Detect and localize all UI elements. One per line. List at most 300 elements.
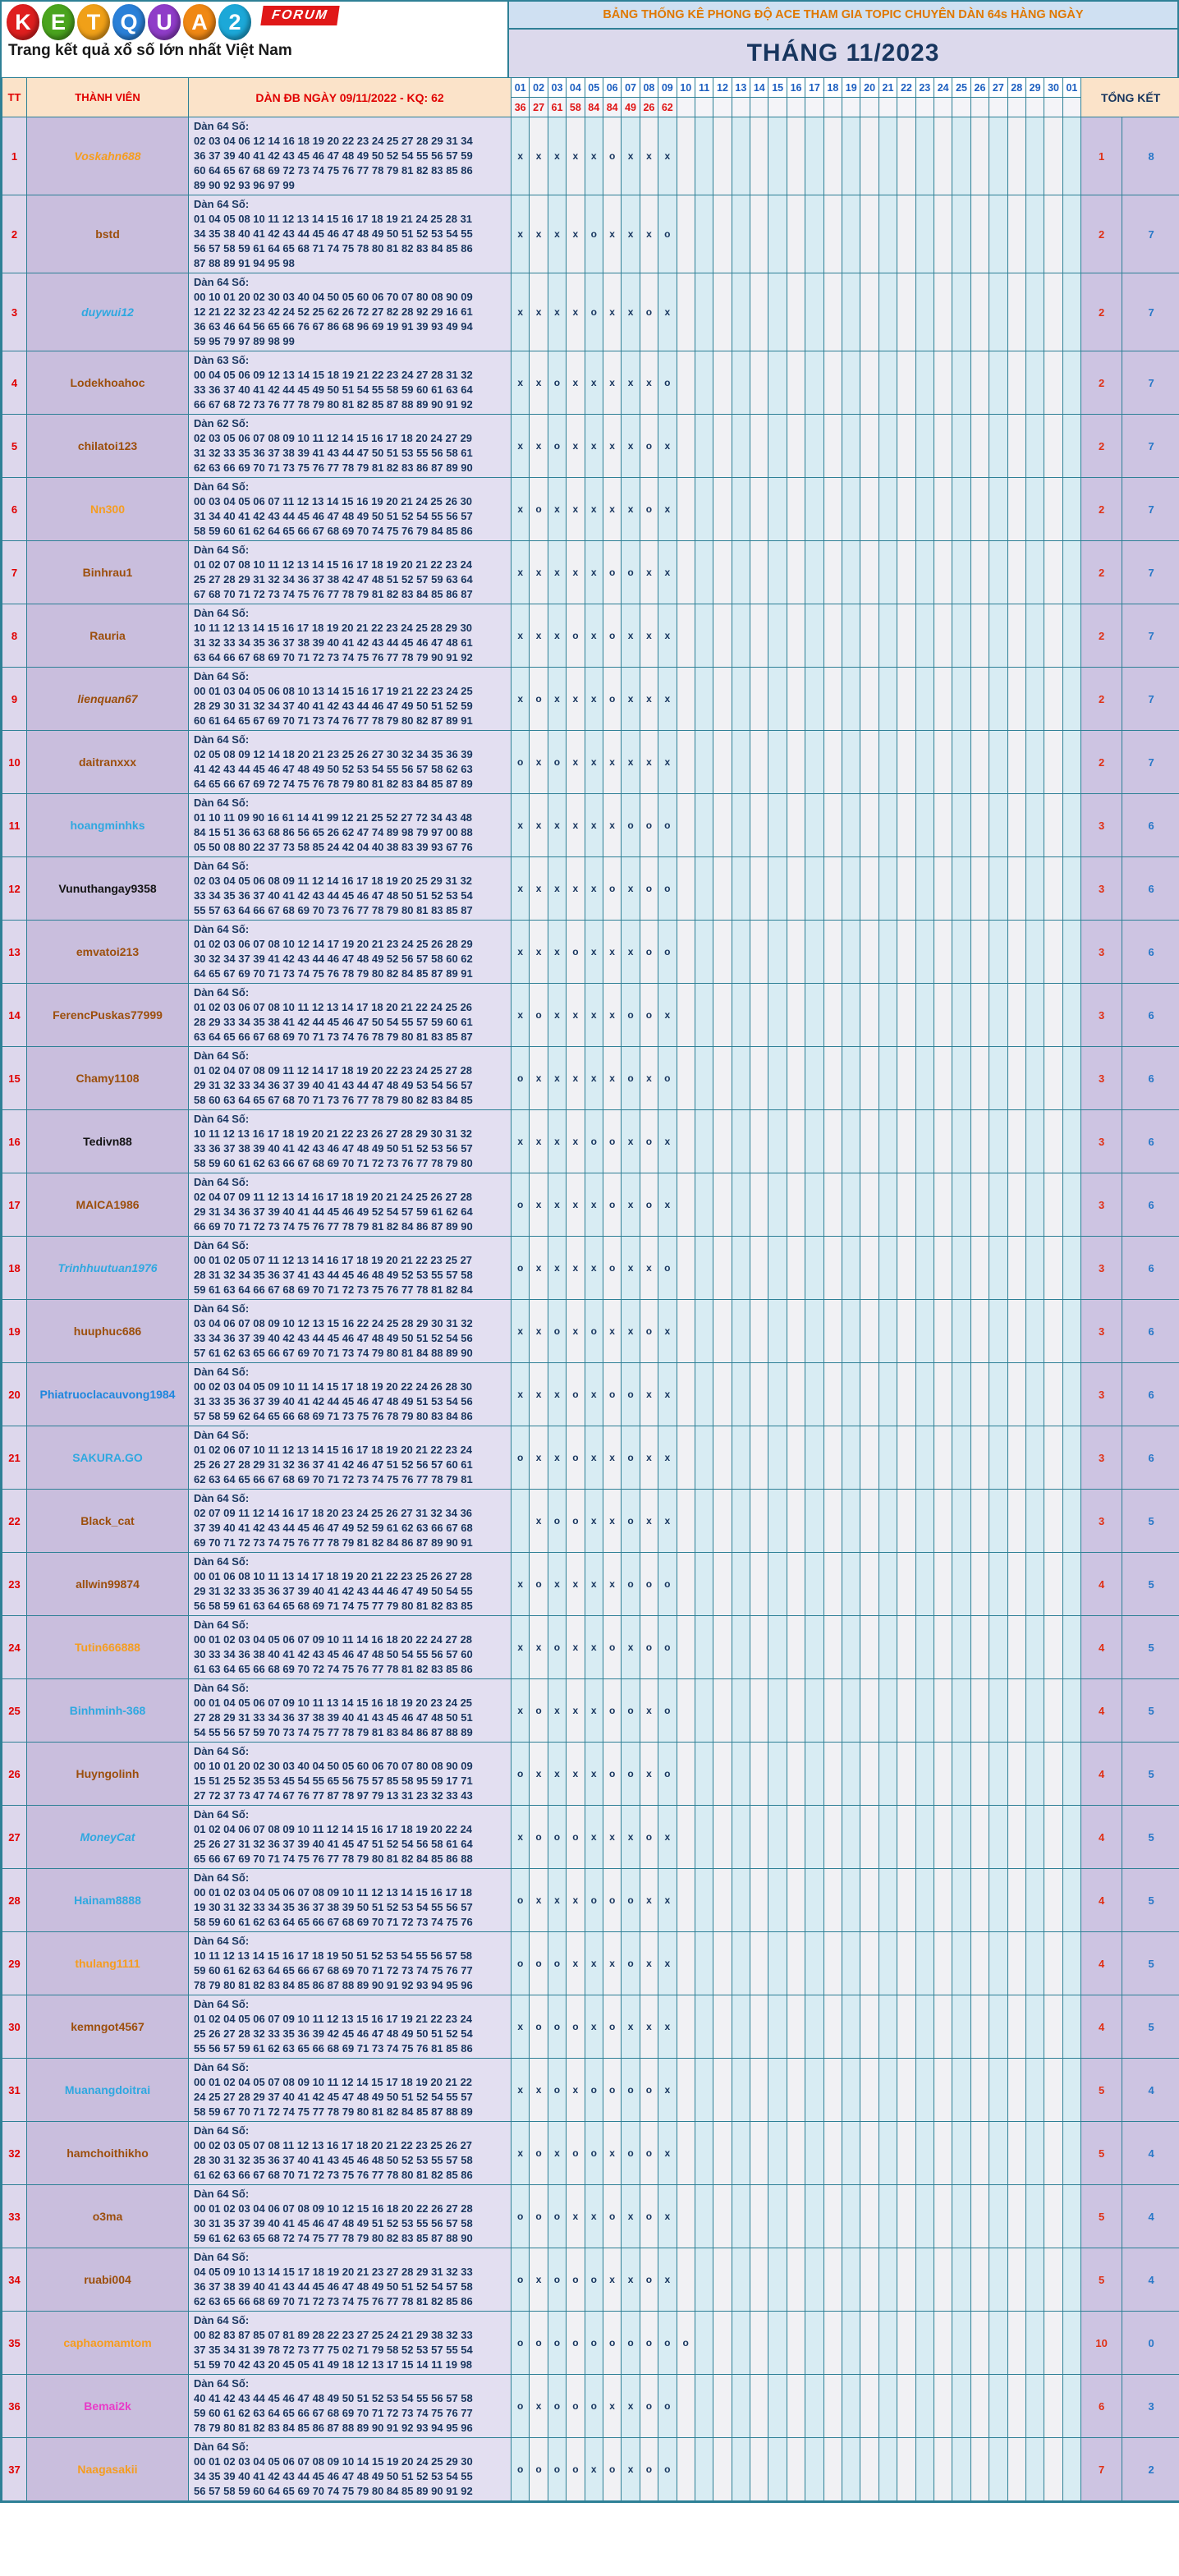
mark-cell-day-15 <box>768 1932 787 1995</box>
mark-cell-day-8: o <box>640 1806 658 1869</box>
member-name[interactable]: Chamy1108 <box>27 1047 189 1110</box>
mark-cell-day-25 <box>952 1237 970 1300</box>
dan-line: 00 10 01 20 02 30 03 40 04 50 05 60 06 70 07 80 08 90 09 <box>194 291 473 303</box>
member-name[interactable]: allwin99874 <box>27 1553 189 1616</box>
row-number: 3 <box>2 273 27 351</box>
mark-cell-day-16 <box>787 415 805 478</box>
mark-cell-day-7: x <box>622 2185 640 2248</box>
mark-cell-day-18 <box>823 1743 842 1806</box>
member-name[interactable]: Binhminh-368 <box>27 1679 189 1743</box>
mark-cell-day-4: o <box>567 921 585 984</box>
mark-cell-day-7: x <box>622 668 640 731</box>
kq-result-day-6: 84 <box>603 98 621 117</box>
mark-cell-day-4: x <box>567 1869 585 1932</box>
mark-cell-day-14 <box>750 2312 768 2375</box>
total-hit: 6 <box>1122 1047 1179 1110</box>
row-number: 22 <box>2 1490 27 1553</box>
mark-cell-day-25 <box>952 117 970 195</box>
mark-cell-day-31 <box>1062 1047 1080 1110</box>
mark-cell-day-20 <box>860 794 879 857</box>
total-miss: 4 <box>1081 1806 1122 1869</box>
mark-cell-day-20 <box>860 2438 879 2501</box>
mark-cell-day-5: x <box>585 1363 603 1426</box>
brand-letter: A <box>183 4 216 40</box>
mark-cell-day-1: o <box>512 1426 530 1490</box>
mark-cell-day-7: o <box>622 1490 640 1553</box>
total-hit: 6 <box>1122 1363 1179 1426</box>
mark-cell-day-17 <box>805 415 823 478</box>
mark-cell-day-15 <box>768 2438 787 2501</box>
member-name[interactable]: huuphuc686 <box>27 1300 189 1363</box>
mark-cell-day-22 <box>897 1300 915 1363</box>
mark-cell-day-9: x <box>658 1932 677 1995</box>
mark-cell-day-28 <box>1007 1553 1025 1616</box>
member-name[interactable]: Rauria <box>27 604 189 668</box>
mark-cell-day-28 <box>1007 1869 1025 1932</box>
member-name[interactable]: duywui12 <box>27 273 189 351</box>
mark-cell-day-18 <box>823 2122 842 2185</box>
mark-cell-day-6: x <box>603 351 621 415</box>
mark-cell-day-2: x <box>530 541 548 604</box>
mark-cell-day-10 <box>677 273 695 351</box>
dan-line: 62 63 65 66 68 69 70 71 72 73 74 75 76 77 78 81 82 85 86 <box>194 2295 473 2307</box>
mark-cell-day-29 <box>1025 1743 1044 1806</box>
member-row <box>2 1553 1179 1616</box>
mark-cell-day-28 <box>1007 1679 1025 1743</box>
mark-cell-day-21 <box>879 731 897 794</box>
dan-line: 27 72 37 73 47 74 67 76 77 87 78 97 79 13 31 23 32 33 43 <box>194 1789 473 1802</box>
mark-cell-day-8: x <box>640 1363 658 1426</box>
mark-cell-day-30 <box>1044 1743 1062 1806</box>
mark-cell-day-10 <box>677 541 695 604</box>
mark-cell-day-1: x <box>512 604 530 668</box>
dan-line: 33 36 37 40 41 42 44 45 49 50 51 54 55 58 59 60 61 63 64 <box>194 383 473 396</box>
member-name[interactable]: Bemai2k <box>27 2375 189 2438</box>
member-name[interactable]: Hainam8888 <box>27 1869 189 1932</box>
mark-cell-day-9: o <box>658 351 677 415</box>
mark-cell-day-26 <box>970 1995 989 2059</box>
mark-cell-day-2: x <box>530 604 548 668</box>
member-name[interactable]: caphaomamtom <box>27 2312 189 2375</box>
total-miss: 7 <box>1081 2438 1122 2501</box>
mark-cell-day-19 <box>842 351 860 415</box>
row-number: 7 <box>2 541 27 604</box>
dan-label: Dàn 64 Số: <box>194 1935 250 1947</box>
member-name[interactable]: thulang1111 <box>27 1932 189 1995</box>
mark-cell-day-30 <box>1044 1110 1062 1173</box>
mark-cell-day-8: o <box>640 478 658 541</box>
dan-line: 54 55 56 57 59 70 73 74 75 77 78 79 81 83 84 86 87 88 89 <box>194 1726 473 1738</box>
mark-cell-day-4: x <box>567 351 585 415</box>
mark-cell-day-15 <box>768 1869 787 1932</box>
mark-cell-day-7: o <box>622 2059 640 2122</box>
mark-cell-day-17 <box>805 1173 823 1237</box>
mark-cell-day-6: o <box>603 668 621 731</box>
member-name[interactable]: Phiatruoclacauvong1984 <box>27 1363 189 1426</box>
dan-line: 34 35 38 40 41 42 43 44 45 46 47 48 49 50 51 52 53 54 55 <box>194 227 473 240</box>
member-name[interactable]: MoneyCat <box>27 1806 189 1869</box>
mark-cell-day-8: x <box>640 1869 658 1932</box>
total-hit: 4 <box>1122 2122 1179 2185</box>
mark-cell-day-23 <box>915 1995 934 2059</box>
mark-cell-day-7: x <box>622 1110 640 1173</box>
mark-cell-day-3: x <box>548 1869 566 1932</box>
mark-cell-day-2: x <box>530 1869 548 1932</box>
mark-cell-day-9: o <box>658 1743 677 1806</box>
member-row <box>2 1616 1179 1679</box>
mark-cell-day-16 <box>787 2312 805 2375</box>
mark-cell-day-14 <box>750 351 768 415</box>
total-hit: 4 <box>1122 2185 1179 2248</box>
mark-cell-day-29 <box>1025 273 1044 351</box>
mark-cell-day-24 <box>934 731 952 794</box>
member-name[interactable]: Voskahn688 <box>27 117 189 195</box>
total-miss: 3 <box>1081 1110 1122 1173</box>
mark-cell-day-17 <box>805 1932 823 1995</box>
total-miss: 3 <box>1081 1490 1122 1553</box>
mark-cell-day-11 <box>695 2375 713 2438</box>
mark-cell-day-24 <box>934 2122 952 2185</box>
member-name[interactable]: FerencPuskas77999 <box>27 984 189 1047</box>
mark-cell-day-17 <box>805 273 823 351</box>
member-name[interactable]: Vunuthangay9358 <box>27 857 189 921</box>
mark-cell-day-15 <box>768 2122 787 2185</box>
member-name[interactable]: MAICA1986 <box>27 1173 189 1237</box>
mark-cell-day-17 <box>805 668 823 731</box>
kq-result-day-10 <box>677 98 695 117</box>
total-miss: 3 <box>1081 1363 1122 1426</box>
mark-cell-day-1: x <box>512 984 530 1047</box>
mark-cell-day-31 <box>1062 668 1080 731</box>
member-name[interactable]: emvatoi213 <box>27 921 189 984</box>
mark-cell-day-17 <box>805 731 823 794</box>
mark-cell-day-27 <box>989 2122 1007 2185</box>
mark-cell-day-27 <box>989 1932 1007 1995</box>
mark-cell-day-28 <box>1007 1995 1025 2059</box>
dan-line: 89 90 92 93 96 97 99 <box>194 179 295 191</box>
mark-cell-day-25 <box>952 604 970 668</box>
mark-cell-day-6: o <box>603 1869 621 1932</box>
mark-cell-day-14 <box>750 1110 768 1173</box>
mark-cell-day-25 <box>952 2438 970 2501</box>
member-name[interactable]: hamchoithikho <box>27 2122 189 2185</box>
member-name[interactable]: Trinhhuutuan1976 <box>27 1237 189 1300</box>
mark-cell-day-8: x <box>640 1047 658 1110</box>
mark-cell-day-12 <box>713 351 732 415</box>
dan-line: 24 25 27 28 29 37 40 41 42 45 47 48 49 50 51 52 54 55 57 <box>194 2091 473 2103</box>
mark-cell-day-22 <box>897 1995 915 2059</box>
mark-cell-day-13 <box>732 1237 750 1300</box>
member-row <box>2 1363 1179 1426</box>
dan-line: 64 65 66 67 69 72 74 75 76 78 79 80 81 82 83 84 85 87 89 <box>194 778 473 790</box>
mark-cell-day-30 <box>1044 2438 1062 2501</box>
mark-cell-day-15 <box>768 2185 787 2248</box>
mark-cell-day-9: x <box>658 2059 677 2122</box>
mark-cell-day-8: x <box>640 1237 658 1300</box>
row-number: 12 <box>2 857 27 921</box>
mark-cell-day-29 <box>1025 195 1044 273</box>
mark-cell-day-7: o <box>622 1932 640 1995</box>
dan-line: 04 05 09 10 13 14 15 17 18 19 20 21 23 27 28 29 31 32 33 <box>194 2266 473 2278</box>
mark-cell-day-13 <box>732 1932 750 1995</box>
mark-cell-day-19 <box>842 195 860 273</box>
mark-cell-day-15 <box>768 2375 787 2438</box>
mark-cell-day-26 <box>970 1047 989 1110</box>
mark-cell-day-15 <box>768 794 787 857</box>
mark-cell-day-5: x <box>585 1237 603 1300</box>
mark-cell-day-27 <box>989 1363 1007 1426</box>
dan-line: 02 03 04 05 06 08 09 11 12 14 16 17 18 19 20 25 29 31 32 <box>194 875 473 887</box>
member-name[interactable]: lienquan67 <box>27 668 189 731</box>
mark-cell-day-5: x <box>585 478 603 541</box>
dan-line: 02 05 08 09 12 14 18 20 21 23 25 26 27 30 32 34 35 36 39 <box>194 748 473 760</box>
mark-cell-day-28 <box>1007 1743 1025 1806</box>
mark-cell-day-22 <box>897 351 915 415</box>
member-row <box>2 273 1179 351</box>
mark-cell-day-12 <box>713 1363 732 1426</box>
dan-line: 31 34 40 41 42 43 44 45 46 47 48 49 50 51 52 54 55 56 57 <box>194 510 473 522</box>
total-miss: 5 <box>1081 2059 1122 2122</box>
mark-cell-day-23 <box>915 1363 934 1426</box>
mark-cell-day-7: x <box>622 731 640 794</box>
mark-cell-day-13 <box>732 541 750 604</box>
dan-numbers-cell <box>189 351 512 415</box>
mark-cell-day-4: x <box>567 1047 585 1110</box>
mark-cell-day-22 <box>897 1110 915 1173</box>
member-name[interactable]: Tutin666888 <box>27 1616 189 1679</box>
member-row <box>2 984 1179 1047</box>
mark-cell-day-15 <box>768 2059 787 2122</box>
mark-cell-day-14 <box>750 921 768 984</box>
header-row-days <box>2 78 1179 98</box>
mark-cell-day-11 <box>695 1616 713 1679</box>
row-number: 36 <box>2 2375 27 2438</box>
dan-label: Dàn 64 Số: <box>194 1113 250 1125</box>
mark-cell-day-27 <box>989 1047 1007 1110</box>
dan-label: Dàn 64 Số: <box>194 2061 250 2073</box>
mark-cell-day-11 <box>695 1743 713 1806</box>
mark-cell-day-5: x <box>585 1806 603 1869</box>
mark-cell-day-9: x <box>658 1426 677 1490</box>
member-row <box>2 668 1179 731</box>
mark-cell-day-4: x <box>567 1616 585 1679</box>
mark-cell-day-26 <box>970 1237 989 1300</box>
mark-cell-day-17 <box>805 1300 823 1363</box>
mark-cell-day-2: o <box>530 984 548 1047</box>
mark-cell-day-20 <box>860 1679 879 1743</box>
mark-cell-day-17 <box>805 857 823 921</box>
dan-line: 00 82 83 87 85 07 81 89 28 22 23 27 25 24 21 29 38 32 33 <box>194 2329 473 2341</box>
member-name[interactable]: Naagasakii <box>27 2438 189 2501</box>
mark-cell-day-27 <box>989 195 1007 273</box>
mark-cell-day-5: o <box>585 2059 603 2122</box>
mark-cell-day-20 <box>860 857 879 921</box>
mark-cell-day-1: o <box>512 731 530 794</box>
mark-cell-day-6: x <box>603 1047 621 1110</box>
mark-cell-day-17 <box>805 195 823 273</box>
mark-cell-day-17 <box>805 1426 823 1490</box>
dan-label: Dàn 64 Số: <box>194 797 250 809</box>
mark-cell-day-15 <box>768 1110 787 1173</box>
mark-cell-day-14 <box>750 731 768 794</box>
member-name[interactable]: kemngot4567 <box>27 1995 189 2059</box>
mark-cell-day-28 <box>1007 1490 1025 1553</box>
member-name[interactable]: ruabi004 <box>27 2248 189 2312</box>
mark-cell-day-15 <box>768 117 787 195</box>
row-number: 6 <box>2 478 27 541</box>
mark-cell-day-10 <box>677 794 695 857</box>
mark-cell-day-27 <box>989 1869 1007 1932</box>
mark-cell-day-6: o <box>603 1616 621 1679</box>
mark-cell-day-26 <box>970 2059 989 2122</box>
mark-cell-day-14 <box>750 273 768 351</box>
mark-cell-day-31 <box>1062 1616 1080 1679</box>
mark-cell-day-7: x <box>622 2375 640 2438</box>
member-name[interactable]: Black_cat <box>27 1490 189 1553</box>
mark-cell-day-28 <box>1007 1806 1025 1869</box>
mark-cell-day-29 <box>1025 1490 1044 1553</box>
total-miss: 2 <box>1081 195 1122 273</box>
member-row <box>2 1490 1179 1553</box>
mark-cell-day-19 <box>842 984 860 1047</box>
mark-cell-day-18 <box>823 1806 842 1869</box>
dan-line: 59 61 62 63 65 68 72 74 75 77 78 79 80 82 83 85 87 88 90 <box>194 2232 473 2244</box>
member-row <box>2 541 1179 604</box>
mark-cell-day-21 <box>879 857 897 921</box>
member-name[interactable]: chilatoi123 <box>27 415 189 478</box>
mark-cell-day-5: x <box>585 1679 603 1743</box>
dan-label: Dàn 64 Số: <box>194 2377 250 2390</box>
mark-cell-day-29 <box>1025 2375 1044 2438</box>
mark-cell-day-12 <box>713 1553 732 1616</box>
mark-cell-day-28 <box>1007 2438 1025 2501</box>
mark-cell-day-15 <box>768 1426 787 1490</box>
mark-cell-day-10 <box>677 1869 695 1932</box>
member-name[interactable]: hoangminhks <box>27 794 189 857</box>
mark-cell-day-12 <box>713 478 732 541</box>
member-name[interactable]: Tedivn88 <box>27 1110 189 1173</box>
mark-cell-day-10 <box>677 1173 695 1237</box>
total-miss: 4 <box>1081 1553 1122 1616</box>
mark-cell-day-6: x <box>603 1932 621 1995</box>
day-header-07-6: 07 <box>622 78 640 98</box>
mark-cell-day-7: x <box>622 273 640 351</box>
total-miss: 2 <box>1081 731 1122 794</box>
mark-cell-day-21 <box>879 541 897 604</box>
mark-cell-day-26 <box>970 1426 989 1490</box>
mark-cell-day-20 <box>860 1932 879 1995</box>
mark-cell-day-30 <box>1044 1173 1062 1237</box>
mark-cell-day-9: x <box>658 668 677 731</box>
day-header-24-23: 24 <box>934 78 952 98</box>
member-name[interactable]: Muanangdoitrai <box>27 2059 189 2122</box>
mark-cell-day-7: o <box>622 2312 640 2375</box>
header-bands <box>509 2 1177 77</box>
total-hit: 7 <box>1122 541 1179 604</box>
mark-cell-day-25 <box>952 195 970 273</box>
mark-cell-day-18 <box>823 1995 842 2059</box>
dan-line: 69 70 71 72 73 74 75 76 77 78 79 81 82 84 86 87 89 90 91 <box>194 1536 473 1549</box>
dan-label: Dàn 64 Số: <box>194 480 250 493</box>
member-name[interactable]: bstd <box>27 195 189 273</box>
dan-label: Dàn 64 Số: <box>194 986 250 999</box>
dan-label: Dàn 64 Số: <box>194 1049 250 1062</box>
mark-cell-day-31 <box>1062 1806 1080 1869</box>
mark-cell-day-19 <box>842 2312 860 2375</box>
member-name[interactable]: Lodekhoahoc <box>27 351 189 415</box>
mark-cell-day-5: x <box>585 541 603 604</box>
mark-cell-day-27 <box>989 1995 1007 2059</box>
member-name[interactable]: Nn300 <box>27 478 189 541</box>
mark-cell-day-1: x <box>512 1110 530 1173</box>
mark-cell-day-16 <box>787 2185 805 2248</box>
mark-cell-day-12 <box>713 1869 732 1932</box>
mark-cell-day-5: x <box>585 1426 603 1490</box>
mark-cell-day-22 <box>897 731 915 794</box>
member-name[interactable]: Huyngolinh <box>27 1743 189 1806</box>
dan-numbers-cell <box>189 2438 512 2501</box>
mark-cell-day-23 <box>915 1110 934 1173</box>
mark-cell-day-21 <box>879 794 897 857</box>
mark-cell-day-29 <box>1025 2122 1044 2185</box>
mark-cell-day-3: o <box>548 1806 566 1869</box>
mark-cell-day-30 <box>1044 1490 1062 1553</box>
mark-cell-day-13 <box>732 2248 750 2312</box>
mark-cell-day-5: x <box>585 984 603 1047</box>
mark-cell-day-17 <box>805 1553 823 1616</box>
mark-cell-day-6: x <box>603 921 621 984</box>
mark-cell-day-7: x <box>622 1806 640 1869</box>
dan-line: 25 26 27 31 32 36 37 39 40 41 45 47 51 52 54 56 58 61 64 <box>194 1838 473 1850</box>
mark-cell-day-9: x <box>658 1110 677 1173</box>
mark-cell-day-22 <box>897 273 915 351</box>
dan-line: 58 59 60 61 62 63 64 65 66 67 68 69 70 71 72 73 74 75 76 <box>194 1916 473 1928</box>
total-hit: 6 <box>1122 1237 1179 1300</box>
member-name[interactable]: SAKURA.GO <box>27 1426 189 1490</box>
member-name[interactable]: Binhrau1 <box>27 541 189 604</box>
member-name[interactable]: daitranxxx <box>27 731 189 794</box>
mark-cell-day-22 <box>897 2438 915 2501</box>
dan-numbers-cell <box>189 1426 512 1490</box>
dan-label: Dàn 64 Số: <box>194 276 250 288</box>
mark-cell-day-26 <box>970 1110 989 1173</box>
dan-numbers-cell <box>189 1932 512 1995</box>
mark-cell-day-22 <box>897 668 915 731</box>
total-miss: 4 <box>1081 1616 1122 1679</box>
member-row <box>2 195 1179 273</box>
mark-cell-day-7: o <box>622 794 640 857</box>
total-miss: 4 <box>1081 1743 1122 1806</box>
member-name[interactable]: o3ma <box>27 2185 189 2248</box>
mark-cell-day-26 <box>970 415 989 478</box>
mark-cell-day-8: o <box>640 794 658 857</box>
kq-result-day-9: 62 <box>658 98 677 117</box>
mark-cell-day-20 <box>860 117 879 195</box>
mark-cell-day-28 <box>1007 2122 1025 2185</box>
mark-cell-day-11 <box>695 668 713 731</box>
mark-cell-day-5: x <box>585 415 603 478</box>
member-row <box>2 2312 1179 2375</box>
dan-label: Dàn 64 Số: <box>194 1808 250 1821</box>
mark-cell-day-12 <box>713 2248 732 2312</box>
dan-line: 19 30 31 32 33 34 35 36 37 38 39 50 51 52 53 54 55 56 57 <box>194 1901 473 1913</box>
mark-cell-day-31 <box>1062 2185 1080 2248</box>
day-header-09-8: 09 <box>658 78 677 98</box>
dan-line: 63 64 66 67 68 69 70 71 72 73 74 75 76 77 78 79 90 91 92 <box>194 651 473 664</box>
mark-cell-day-17 <box>805 1616 823 1679</box>
total-hit: 0 <box>1122 2312 1179 2375</box>
mark-cell-day-20 <box>860 2059 879 2122</box>
